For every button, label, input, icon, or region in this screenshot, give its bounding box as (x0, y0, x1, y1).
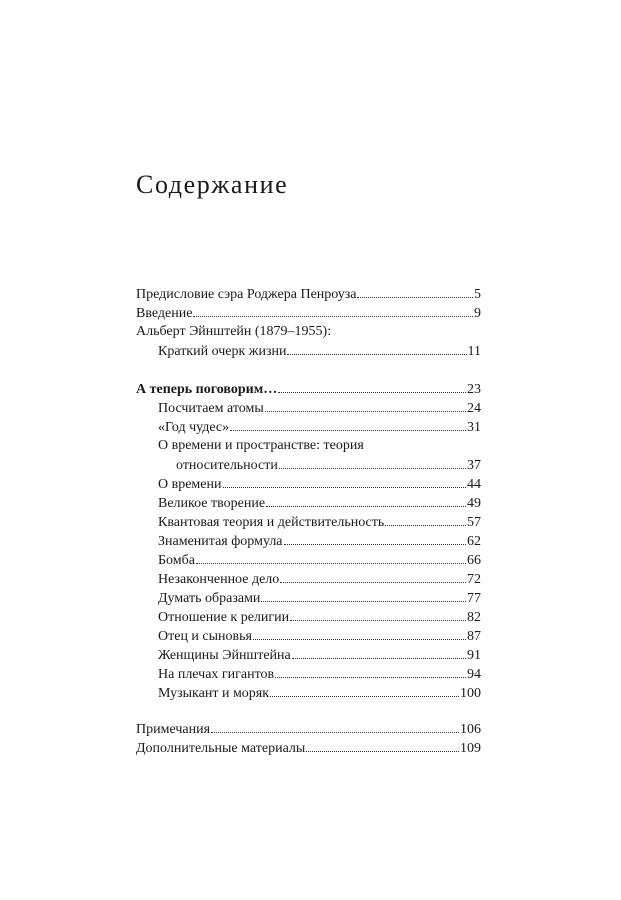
toc-entry (158, 436, 481, 455)
dot-leader (306, 738, 459, 752)
toc-entry-title: А теперь поговорим… (136, 382, 278, 397)
toc-page-number: 37 (467, 458, 481, 473)
dot-leader (223, 474, 467, 488)
dot-leader (279, 455, 466, 469)
toc-page-number: 24 (467, 401, 481, 416)
toc-entry-title: О времени (158, 477, 222, 492)
toc-entry-title: Введение (136, 306, 193, 321)
toc-entry (136, 322, 481, 341)
toc-entry (158, 512, 481, 531)
dot-leader (280, 569, 466, 583)
toc-page-number: 57 (467, 515, 481, 530)
dot-leader (287, 341, 466, 355)
toc-entry-title: относительности (176, 458, 278, 473)
dot-leader (266, 493, 466, 507)
toc-entry (158, 664, 481, 683)
toc-entry (158, 569, 481, 588)
dot-leader (261, 588, 466, 602)
toc-entry (158, 626, 481, 645)
toc-page-number: 44 (467, 477, 481, 492)
toc-entry (158, 588, 481, 607)
dot-leader (265, 398, 466, 412)
toc-group-front-matter (136, 284, 481, 360)
toc-entry-title: Отец и сыновья (158, 629, 252, 644)
toc-page-number: 49 (467, 496, 481, 511)
toc-entry-title: На плечах гигантов (158, 667, 275, 682)
toc-group-main (136, 379, 481, 702)
toc-spacer (136, 702, 481, 719)
toc-entry (158, 493, 481, 512)
toc-entry-title: Великое творение (158, 496, 266, 511)
toc-page-number: 100 (460, 686, 481, 701)
toc-entry (136, 379, 481, 398)
toc-entry (158, 474, 481, 493)
dot-leader (385, 512, 466, 526)
page-title: Содержание (136, 170, 289, 199)
toc-entry-title: Незаконченное дело (158, 572, 280, 587)
dot-leader (270, 683, 459, 697)
dot-leader (292, 645, 466, 659)
toc-entry (136, 284, 481, 303)
dot-leader (211, 719, 459, 733)
toc-page-number: 87 (467, 629, 481, 644)
dot-leader (357, 284, 473, 298)
toc-entry (158, 398, 481, 417)
toc-group-back-matter (136, 719, 481, 757)
dot-leader (290, 607, 466, 621)
toc-page-number: 62 (467, 534, 481, 549)
toc-entry (158, 550, 481, 569)
toc-entry-title: Дополнительные материалы (136, 741, 306, 756)
toc-page-number: 77 (467, 591, 481, 606)
dot-leader (253, 626, 466, 640)
dot-leader (230, 417, 466, 431)
toc-entry-title: О времени и пространстве: теория (158, 438, 364, 453)
toc-entry (158, 531, 481, 550)
toc-page-number: 72 (467, 572, 481, 587)
dot-leader (278, 379, 466, 393)
toc-entry-title: Квантовая теория и действительность (158, 515, 385, 530)
toc-entry-title: Примечания (136, 722, 211, 737)
dot-leader (196, 550, 466, 564)
toc-entry-title: Женщины Эйнштейна (158, 648, 291, 663)
toc-entry-title: Знаменитая формула (158, 534, 283, 549)
table-of-contents (136, 284, 481, 757)
toc-entry-title: Посчитаем атомы (158, 401, 264, 416)
toc-page-number: 66 (467, 553, 481, 568)
dot-leader (275, 664, 466, 678)
toc-entry (158, 645, 481, 664)
toc-page-number: 11 (467, 344, 481, 359)
toc-page-number: 94 (467, 667, 481, 682)
toc-entry-title: Думать образами (158, 591, 261, 606)
toc-page-number: 82 (467, 610, 481, 625)
toc-entry (136, 738, 481, 757)
toc-entry (136, 719, 481, 738)
toc-entry (158, 683, 481, 702)
toc-entry-title: Музыкант и моряк (158, 686, 270, 701)
toc-entry-title: Предисловие сэра Роджера Пенроуза (136, 287, 357, 302)
toc-page-number: 106 (460, 722, 481, 737)
dot-leader (284, 531, 466, 545)
toc-spacer (136, 360, 481, 379)
toc-entry (158, 417, 481, 436)
toc-page-number: 31 (467, 420, 481, 435)
toc-entry (136, 303, 481, 322)
toc-page-number: 91 (467, 648, 481, 663)
toc-entry-title: Альберт Эйнштейн (1879–1955): (136, 324, 332, 339)
toc-page-number: 9 (474, 306, 481, 321)
dot-leader (193, 303, 473, 317)
toc-entry (158, 341, 481, 360)
toc-entry-title: Краткий очерк жизни (158, 344, 287, 359)
toc-page-number: 109 (460, 741, 481, 756)
toc-entry (176, 455, 481, 474)
toc-entry-title: «Год чудес» (158, 420, 230, 435)
toc-page-number: 5 (474, 287, 481, 302)
toc-entry (158, 607, 481, 626)
toc-entry-title: Отношение к религии (158, 610, 290, 625)
toc-page-number: 23 (467, 382, 481, 397)
toc-entry-title: Бомба (158, 553, 195, 568)
